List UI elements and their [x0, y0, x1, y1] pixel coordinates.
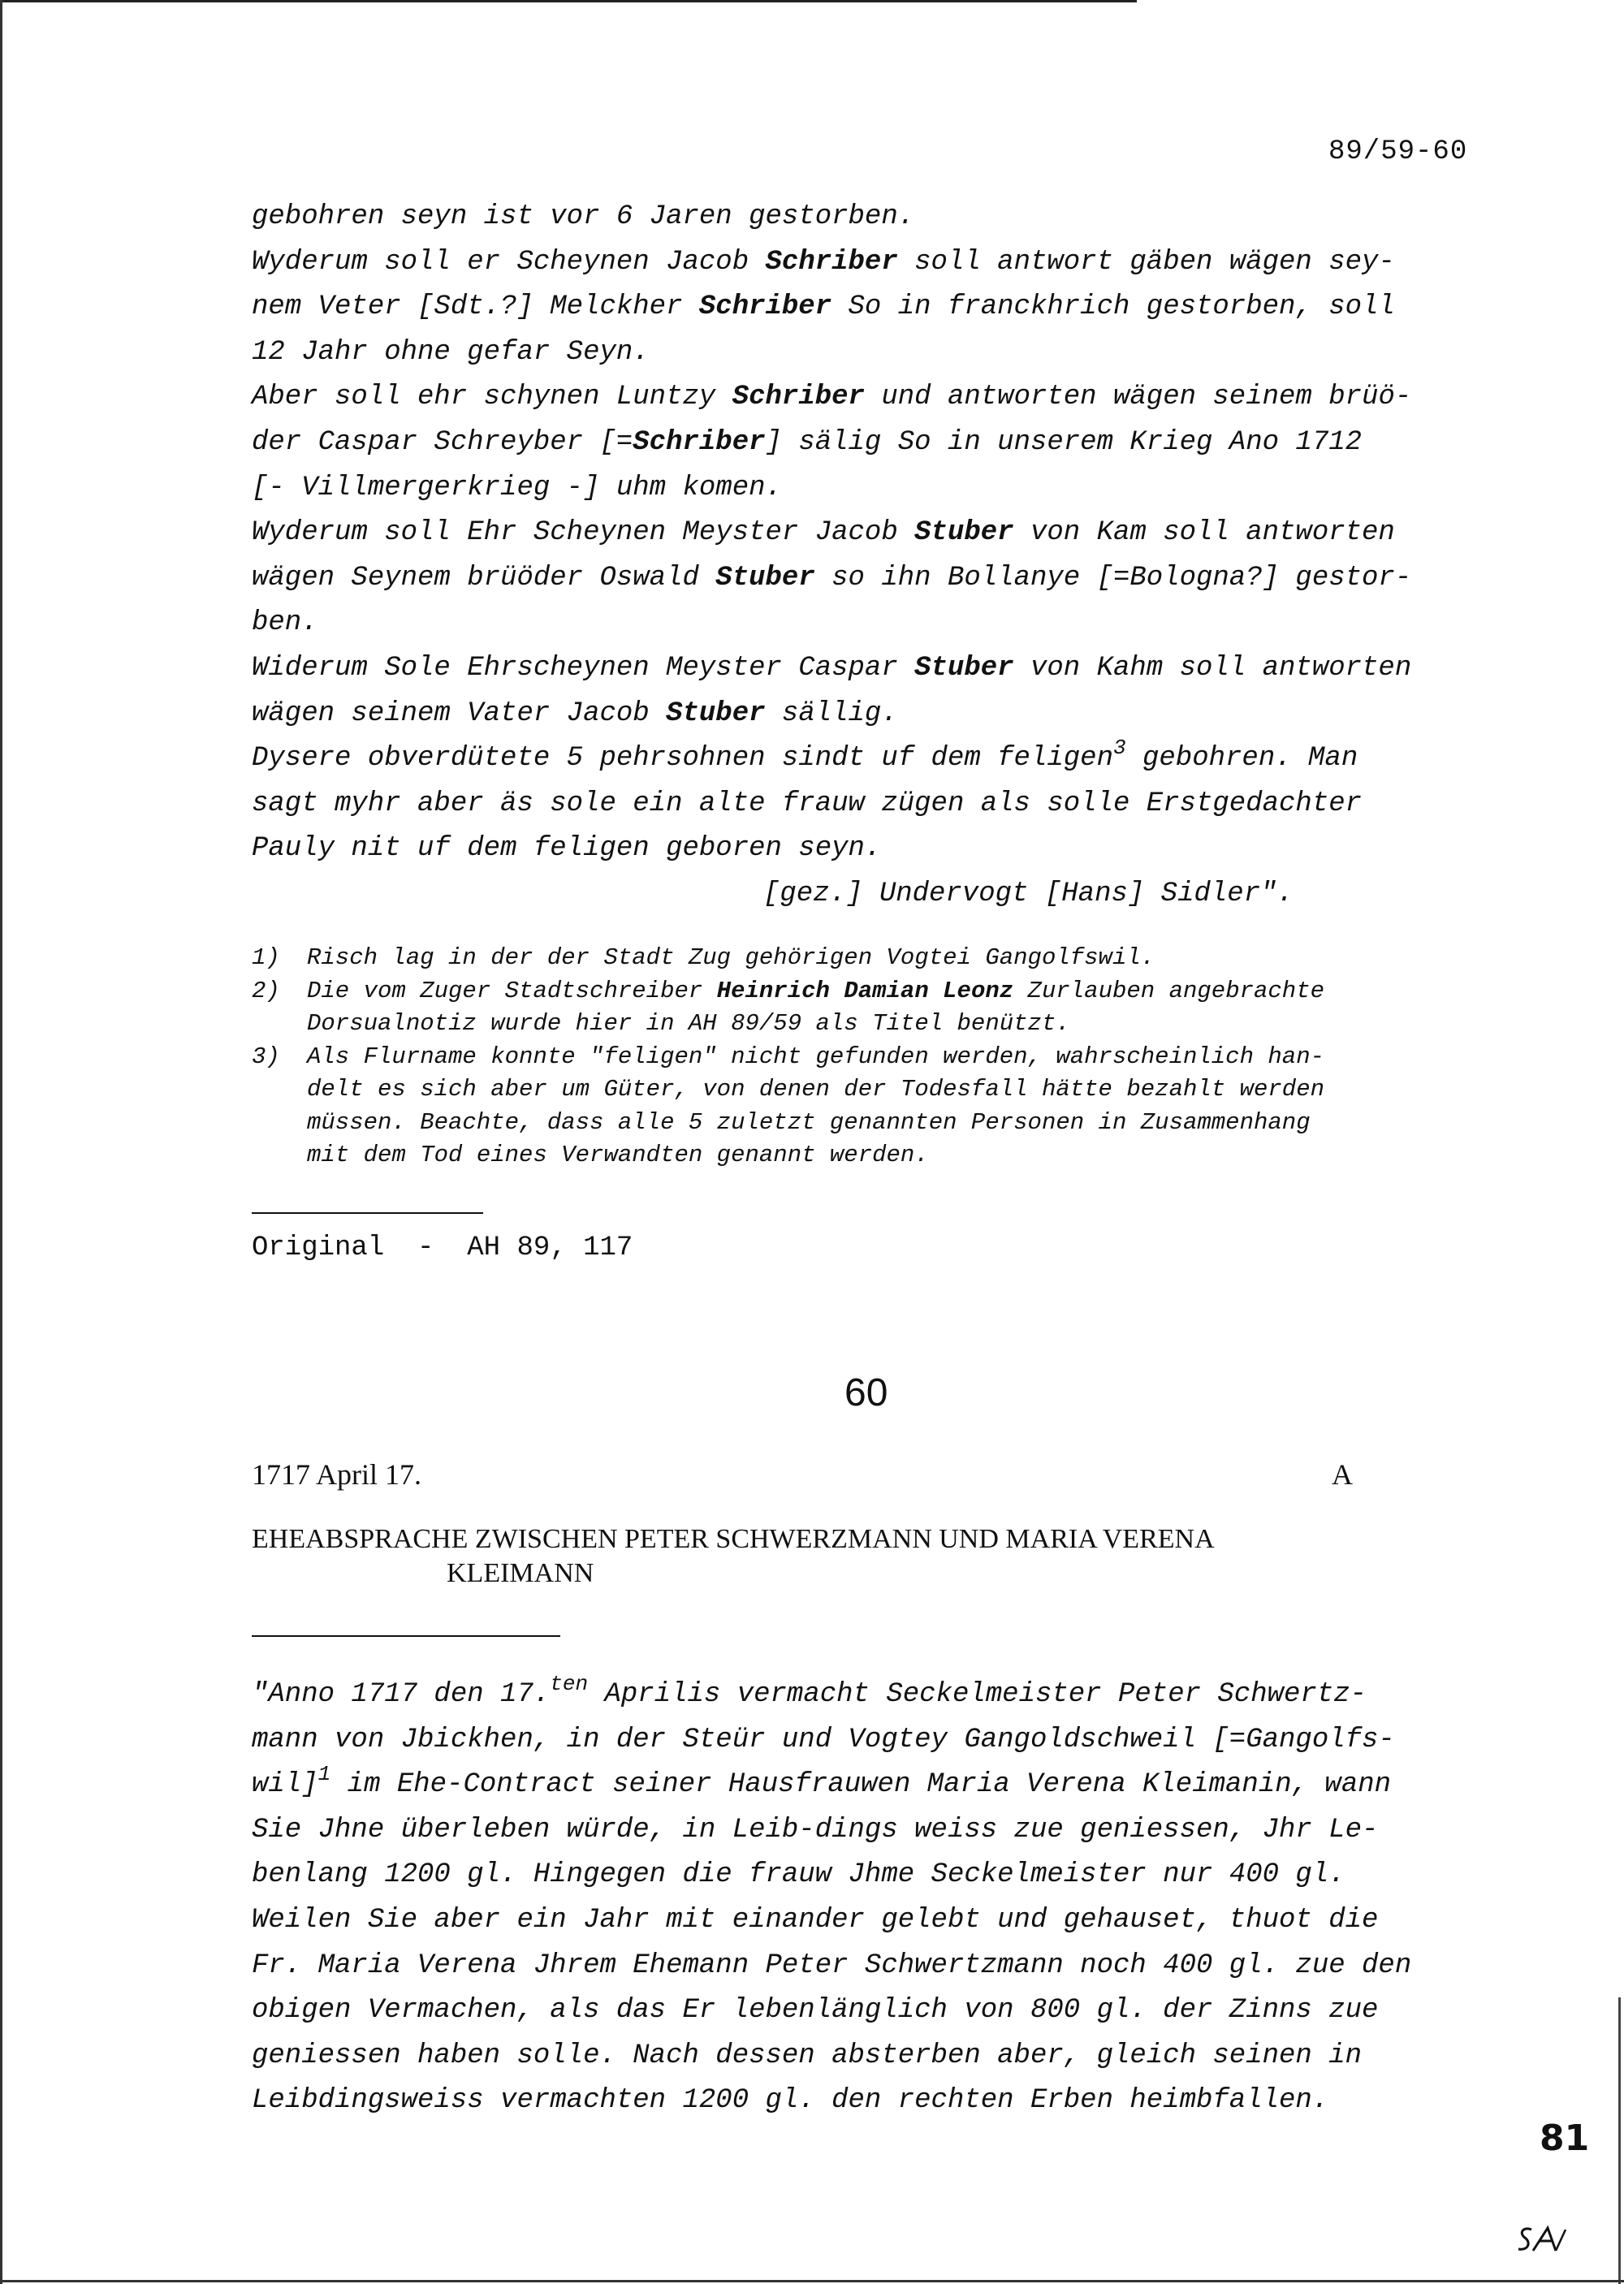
scan-border-bottom [0, 2280, 1624, 2282]
footnote-line: delt es sich aber um Güter, von denen der Todesfall hätte bezahlt werden [307, 1076, 1325, 1103]
footnote-text [307, 942, 1502, 975]
footnote-number: 2) [252, 977, 280, 1004]
footnote-line: Die vom Zuger Stadtschreiber Heinrich Damian Leonz Zurlauben angebrachte [307, 977, 1325, 1004]
scan-border-right [1618, 1997, 1621, 2284]
footnote-number: 1) [252, 944, 280, 971]
initials-signature-icon [1515, 2221, 1572, 2257]
text-line: Wyderum soll er Scheynen Jacob Schriber soll antwort gäben wägen sey- [252, 246, 1395, 278]
title-divider [252, 1635, 560, 1637]
footnotes [252, 942, 1502, 1172]
text-line: Pauly nit uf dem feligen geboren seyn. [252, 833, 882, 865]
text-line: geniessen haben solle. Nach dessen absterben aber, gleich seinen in [252, 2040, 1363, 2071]
text-line: der Caspar Schreyber [=Schriber] sälig So in unserem Krieg Ano 1712 [252, 426, 1363, 458]
text-line: wägen Seynem brüöder Oswald Stuber so ihn Bollanye [=Bologna?] gestor- [252, 562, 1412, 594]
footnote-line: mit dem Tod eines Verwandten genannt werden. [307, 1142, 929, 1168]
text-line: gebohren seyn ist vor 6 Jaren gestorben. [252, 201, 915, 232]
document-date: 1717 April 17. [252, 1458, 422, 1491]
footnote [252, 975, 1502, 1041]
text-line: mann von Jbickhen, in der Steür und Vogtey Gangoldschweil [=Gangolfs- [252, 1724, 1395, 1755]
text-line: Leibdingsweiss vermachten 1200 gl. den rechten Erben heimbfallen. [252, 2085, 1329, 2117]
footnote-text [307, 975, 1502, 1041]
footnote-line: Risch lag in der der Stadt Zug gehörigen Vogtei Gangolfswil. [307, 944, 1155, 971]
text-line: Aber soll ehr schynen Luntzy Schriber und antworten wägen seinem brüö- [252, 382, 1412, 413]
text-line: obigen Vermachen, als das Er lebenlänglich von 800 gl. der Zinns zue [252, 1995, 1379, 2027]
text-line: Sie Jhne überleben würde, in Leib-dings weiss zue geniessen, Jhr Le- [252, 1814, 1379, 1846]
document-title-line2: KLEIMANN [447, 1558, 594, 1588]
footnote-divider [252, 1212, 483, 1214]
scan-border-top [0, 0, 1137, 2]
handwritten-initials [1515, 2221, 1572, 2261]
text-line: Fr. Maria Verena Jhrem Ehemann Peter Schwertzmann noch 400 gl. zue den [252, 1949, 1412, 1981]
text-line: 12 Jahr ohne gefar Seyn. [252, 336, 650, 368]
text-line: wil]$^1$ im Ehe-Contract seiner Hausfrauwen Maria Verena Kleimanin, wann [252, 1761, 1392, 1801]
document-title-line1: EHEABSPRACHE ZWISCHEN PETER SCHWERZMANN UND MARIA VERENA [252, 1524, 1215, 1554]
document-number: 60 [844, 1371, 888, 1414]
scan-border-left [0, 0, 2, 2284]
text-line: Dysere obverdütete 5 pehrsohnen sindt uf dem feligen$^3$ gebohren. Man [252, 735, 1358, 775]
main-document-text [252, 1673, 1502, 2124]
document-title [252, 1522, 1215, 1591]
footnote-number: 3) [252, 1043, 280, 1070]
text-line: Weilen Sie aber ein Jahr mit einander gelebt und gehauset, thuot die [252, 1904, 1379, 1936]
footnote-text [307, 1041, 1502, 1172]
signature-line: [gez.] Undervogt [Hans] Sidler". [763, 878, 1294, 909]
text-line: "Anno 1717 den 17.$^{ten}$ Aprilis vermacht Seckelmeister Peter Schwertz- [252, 1671, 1367, 1710]
text-line: Wyderum soll Ehr Scheynen Meyster Jacob Stuber von Kam soll antworten [252, 517, 1395, 549]
footnote-line: Dorsualnotiz wurde hier in AH 89/59 als Titel benützt. [307, 1010, 1070, 1037]
footnote [252, 1041, 1502, 1172]
text-line: benlang 1200 gl. Hingegen die frauw Jhme Seckelmeister nur 400 gl. [252, 1859, 1345, 1891]
page-reference: 89/59-60 [1328, 136, 1468, 167]
text-line: wägen seinem Vater Jacob Stuber sällig. [252, 697, 898, 729]
previous-document-text [252, 195, 1502, 917]
text-line: Widerum Sole Ehrscheynen Meyster Caspar Stuber von Kahm soll antworten [252, 652, 1412, 684]
text-line: nem Veter [Sdt.?] Melckher Schriber So in franckhrich gestorben, soll [252, 291, 1395, 323]
original-source-ref: Original - AH 89, 117 [252, 1233, 633, 1263]
text-line: sagt myhr aber äs sole ein alte frauw zügen als solle Erstgedachter [252, 788, 1363, 819]
document-marker: A [1332, 1458, 1353, 1491]
text-line: [- Villmergerkrieg -] uhm komen. [252, 472, 782, 503]
footnote [252, 942, 1502, 975]
page-number: 81 [1540, 2118, 1590, 2159]
footnote-line: müssen. Beachte, dass alle 5 zuletzt genannten Personen in Zusammenhang [307, 1108, 1311, 1136]
text-line: ben. [252, 607, 318, 639]
footnote-line: Als Flurname konnte "feligen" nicht gefunden werden, wahrscheinlich han- [307, 1043, 1325, 1070]
